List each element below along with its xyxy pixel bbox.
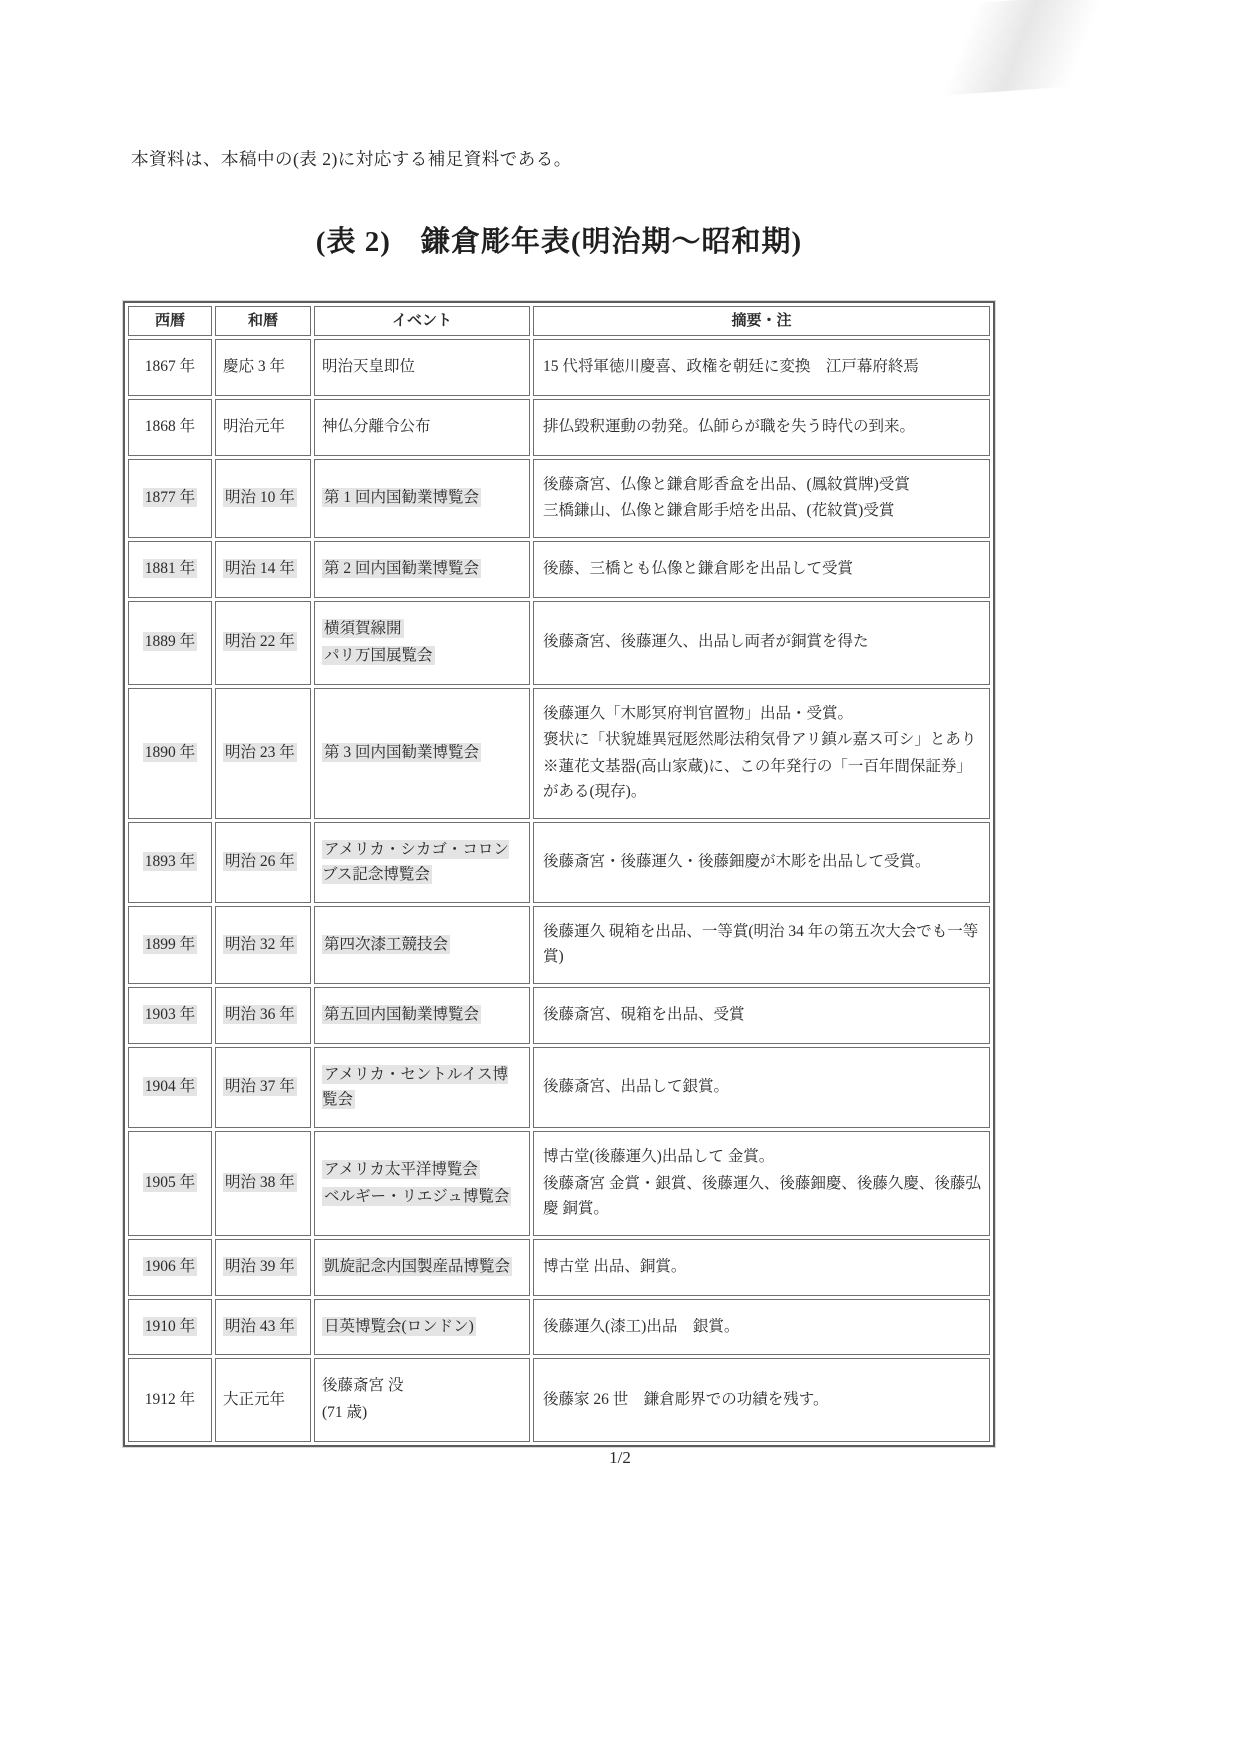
era-text: 明治 14 年 [225, 560, 295, 578]
note-line [543, 355, 981, 380]
note-line [543, 1145, 981, 1170]
era-cell [215, 906, 311, 984]
era-cell [215, 1358, 311, 1442]
era-text: 明治 43 年 [225, 1317, 295, 1335]
era-text: 明治 39 年 [225, 1257, 295, 1275]
era-cell [215, 1131, 311, 1235]
table-header [128, 306, 990, 336]
table-row [128, 339, 990, 396]
notes-cell [533, 822, 990, 904]
year-text: 1889 年 [144, 633, 196, 651]
event-line-text: ベルギー・リエジュ博覧会 [324, 1187, 510, 1205]
era-cell [215, 822, 311, 904]
event-line [322, 355, 523, 380]
event-cell [314, 1239, 530, 1296]
note-line-text: 後藤運久(漆工)出品 銀賞。 [543, 1317, 740, 1335]
note-line [543, 702, 981, 727]
note-line [543, 755, 981, 805]
event-line-text: アメリカ・セントルイス博覧会 [322, 1065, 508, 1108]
header-notes: 摘要・注 [533, 306, 990, 336]
era-text: 明治 36 年 [225, 1005, 295, 1023]
note-line-text: 後藤斎宮、仏像と鎌倉彫香盒を出品、(鳳紋賞牌)受賞 [543, 475, 910, 493]
event-line-text: 第五回内国勧業博覧会 [324, 1005, 480, 1023]
note-line [543, 557, 981, 582]
notes-cell [533, 906, 990, 984]
notes-cell [533, 399, 990, 456]
note-line-text: ※蓮花文基器(高山家蔵)に、この年発行の「一百年間保証券」がある(現存)。 [543, 758, 972, 800]
event-line [322, 1401, 523, 1426]
timeline-table [123, 301, 995, 1447]
year-text: 1910 年 [144, 1317, 196, 1335]
year-cell [128, 459, 212, 539]
era-cell [215, 459, 311, 539]
year-cell [128, 601, 212, 685]
table-row [128, 541, 990, 598]
notes-cell [533, 1358, 990, 1442]
event-line [322, 1185, 523, 1210]
year-cell [128, 399, 212, 456]
notes-cell [533, 1131, 990, 1235]
year-text: 1868 年 [144, 417, 196, 435]
notes-cell [533, 1047, 990, 1129]
year-cell [128, 339, 212, 396]
table-row [128, 601, 990, 685]
year-cell [128, 1299, 212, 1356]
era-cell [215, 339, 311, 396]
era-text: 明治 38 年 [225, 1174, 295, 1192]
note-line [543, 1315, 981, 1340]
event-cell [314, 399, 530, 456]
event-cell [314, 1358, 530, 1442]
notes-cell [533, 601, 990, 685]
event-line-text: 凱旋記念内国製産品博覧会 [324, 1257, 511, 1275]
year-cell [128, 1047, 212, 1129]
notes-cell [533, 1299, 990, 1356]
era-cell [215, 1299, 311, 1356]
note-line [543, 1388, 981, 1413]
note-line [543, 1172, 981, 1222]
event-line [322, 1255, 523, 1280]
year-text: 1893 年 [144, 853, 196, 871]
intro-text: 本資料は、本稿中の(表 2)に対応する補足資料である。 [131, 149, 572, 169]
note-line [543, 850, 981, 875]
notes-cell [533, 339, 990, 396]
event-line-text: 第 3 回内国勧業博覧会 [324, 743, 480, 761]
year-cell [128, 1239, 212, 1296]
event-line [322, 933, 523, 958]
note-line [543, 728, 981, 753]
note-line-text: 後藤運久「木彫冥府判官置物」出品・受賞。 [543, 704, 854, 722]
event-line [322, 1158, 523, 1183]
notes-cell [533, 1239, 990, 1296]
event-cell [314, 1299, 530, 1356]
era-cell [215, 1239, 311, 1296]
event-cell [314, 688, 530, 819]
year-cell [128, 541, 212, 598]
event-line [322, 1315, 523, 1340]
note-line-text: 後藤斎宮・後藤運久・後藤鈿慶が木彫を出品して受賞。 [543, 853, 931, 871]
note-line [543, 920, 981, 970]
timeline-table-body [128, 339, 990, 1442]
table-row [128, 906, 990, 984]
event-cell [314, 987, 530, 1044]
header-event: イベント [314, 306, 530, 336]
era-text: 明治 32 年 [225, 935, 295, 953]
era-text: 明治 22 年 [225, 633, 295, 651]
year-text: 1877 年 [144, 488, 196, 506]
event-line-text: アメリカ太平洋博覧会 [324, 1160, 478, 1178]
year-text: 1904 年 [144, 1078, 196, 1096]
notes-cell [533, 459, 990, 539]
event-cell [314, 459, 530, 539]
era-cell [215, 601, 311, 685]
year-cell [128, 822, 212, 904]
table-row [128, 399, 990, 456]
note-line-text: 後藤家 26 世 鎌倉彫界での功績を残す。 [543, 1390, 829, 1408]
event-line [322, 838, 523, 888]
header-row [128, 306, 990, 336]
note-line-text: 15 代将軍徳川慶喜、政権を朝廷に変換 江戸幕府終焉 [543, 358, 919, 375]
table-row [128, 1239, 990, 1296]
event-line-text: アメリカ・シカゴ・コロンブス記念博覧会 [322, 840, 509, 883]
event-line-text: パリ万国展覧会 [324, 646, 433, 664]
event-cell [314, 822, 530, 904]
note-line [543, 499, 981, 524]
event-line [322, 415, 523, 440]
event-line [322, 557, 523, 582]
event-line [322, 1374, 523, 1399]
era-cell [215, 1047, 311, 1129]
event-cell [314, 339, 530, 396]
era-text: 明治 10 年 [225, 488, 295, 506]
scan-artifact [887, 0, 1153, 99]
table-row [128, 1299, 990, 1356]
note-line-text: 後藤斎宮、硯箱を出品、受賞 [543, 1005, 745, 1023]
era-cell [215, 399, 311, 456]
event-line-text: 横須賀線開 [324, 619, 402, 637]
event-cell [314, 1047, 530, 1129]
year-cell [128, 1131, 212, 1235]
year-text: 1899 年 [144, 935, 196, 953]
note-line-text: 後藤斎宮 金賞・銀賞、後藤運久、後藤鈿慶、後藤久慶、後藤弘慶 銅賞。 [543, 1175, 981, 1217]
year-text: 1881 年 [144, 560, 196, 578]
notes-cell [533, 541, 990, 598]
note-line-text: 三橋鎌山、仏像と鎌倉彫手焙を出品、(花紋賞)受賞 [543, 502, 895, 520]
note-line-text: 博古堂 出品、銅賞。 [543, 1257, 687, 1275]
era-text: 明治 23 年 [225, 743, 295, 761]
event-line-text: 第 2 回内国勧業博覧会 [324, 560, 480, 578]
event-line-text: 第 1 回内国勧業博覧会 [324, 488, 480, 506]
table-row [128, 459, 990, 539]
event-line-text: (71 歳) [322, 1404, 368, 1422]
notes-cell [533, 688, 990, 819]
table-row [128, 688, 990, 819]
table-row [128, 1047, 990, 1129]
event-cell [314, 541, 530, 598]
year-cell [128, 906, 212, 984]
year-text: 1903 年 [144, 1005, 196, 1023]
note-line [543, 630, 981, 655]
event-cell [314, 906, 530, 984]
header-era: 和暦 [215, 306, 311, 336]
event-line [322, 1063, 523, 1113]
year-text: 1890 年 [144, 743, 196, 761]
note-line-text: 後藤斎宮、出品して銀賞。 [543, 1078, 730, 1096]
table-row [128, 822, 990, 904]
note-line-text: 後藤、三橋とも仏像と鎌倉彫を出品して受賞 [543, 560, 854, 578]
note-line [543, 1003, 981, 1028]
year-cell [128, 1358, 212, 1442]
note-line-text: 博古堂(後藤運久)出品して 金賞。 [543, 1148, 775, 1166]
era-cell [215, 987, 311, 1044]
event-line-text: 後藤斎宮 没 [322, 1377, 404, 1395]
note-line-text: 褒状に「状貌雄異冠厖然彫法稍気骨アリ鎮ル嘉ス可シ」とあり [543, 731, 977, 749]
note-line-text: 排仏毀釈運動の勃発。仏師らが職を失う時代の到来。 [543, 417, 916, 435]
note-line [543, 473, 981, 498]
era-text: 明治元年 [223, 417, 286, 435]
year-text: 1905 年 [144, 1174, 196, 1192]
year-text: 1906 年 [144, 1257, 196, 1275]
year-cell [128, 987, 212, 1044]
page-number: 1/2 [609, 1448, 631, 1467]
notes-cell [533, 987, 990, 1044]
era-cell [215, 541, 311, 598]
event-cell [314, 601, 530, 685]
header-year: 西暦 [128, 306, 212, 336]
event-cell [314, 1131, 530, 1235]
event-line-text: 日英博覧会(ロンドン) [324, 1317, 474, 1335]
year-text: 1912 年 [144, 1390, 196, 1408]
era-text: 明治 26 年 [225, 853, 295, 871]
event-line [322, 741, 523, 766]
event-line [322, 617, 523, 642]
era-text: 明治 37 年 [225, 1078, 295, 1096]
event-line-text: 神仏分離令公布 [322, 417, 431, 435]
table-row [128, 1131, 990, 1235]
year-text: 1867 年 [144, 358, 196, 375]
event-line-text: 明治天皇即位 [322, 358, 416, 375]
year-cell [128, 688, 212, 819]
era-cell [215, 688, 311, 819]
event-line [322, 486, 523, 511]
table-row [128, 987, 990, 1044]
event-line [322, 1003, 523, 1028]
note-line-text: 後藤運久 硯箱を出品、一等賞(明治 34 年の第五次大会でも一等賞) [543, 923, 979, 966]
note-line [543, 415, 981, 440]
table-row [128, 1358, 990, 1442]
event-line [322, 644, 523, 669]
note-line [543, 1255, 981, 1280]
page-title: (表 2) 鎌倉彫年表(明治期～昭和期) [315, 226, 803, 258]
event-line-text: 第四次漆工競技会 [324, 935, 449, 953]
note-line-text: 後藤斎宮、後藤運久、出品し両者が銅賞を得た [543, 633, 869, 651]
era-text: 慶応 3 年 [223, 358, 286, 375]
note-line [543, 1075, 981, 1100]
era-text: 大正元年 [223, 1390, 286, 1408]
